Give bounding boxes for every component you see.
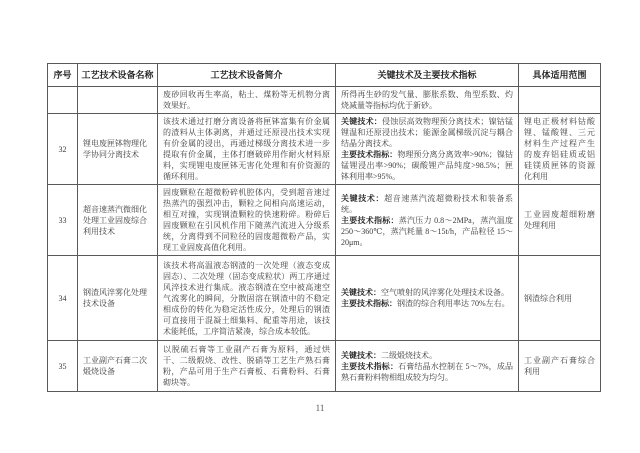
indicator-label: 主要技术指标： — [341, 150, 398, 159]
keytech-label: 关键技术： — [341, 288, 381, 297]
indicator-label: 主要技术指标： — [341, 299, 397, 308]
cell-scope: 工业副产石膏综合利用 — [519, 341, 601, 392]
cell-name — [78, 87, 158, 114]
cell-keytech — [336, 114, 519, 185]
keytech-text: 空气喷射的风淬雾化处理技术设备。 — [381, 288, 509, 297]
indicator-label: 主要技术指标： — [341, 215, 399, 225]
indicator-text: 石膏结晶水控制在 5～7%，成品熟石膏粉料物相组成较为均匀。 — [341, 361, 513, 382]
table-row — [48, 114, 601, 185]
header-intro: 工艺技术设备简介 — [158, 64, 336, 87]
keytech-text: 侵蚀层高效物理预分离技术；镍钴锰锂温和还原浸出技术；能源金属梯级沉淀与耦合结晶分离技术。 — [341, 117, 513, 148]
indicator-label: 主要技术指标： — [341, 361, 399, 371]
cell-keytech — [336, 256, 519, 341]
header-keytech: 关键技术及主要技术指标 — [336, 64, 519, 87]
cell-keytech — [336, 341, 519, 392]
keytech-label: 关键技术： — [341, 117, 382, 126]
cell-intro: 固废颗粒在超微粉碎机腔体内，受到超音速过热蒸汽的强烈冲击，颗粒之间相向高速运动，相互对撞，实现钢渣颗粒的快速粉碎。粉碎后固废颗粒在引风机作用下随蒸汽流进入分级系统，分离得到不同粒径的固废超微粉产品，实现工业固废高值化利用。 — [158, 185, 336, 256]
indicator-segment — [341, 298, 513, 309]
keytech-label: 关键技术： — [341, 193, 385, 203]
cell-seq: 33 — [48, 185, 78, 256]
cell-seq: 32 — [48, 114, 78, 185]
table-row — [48, 256, 601, 341]
cell-keytech — [336, 87, 519, 114]
page-number: 11 — [315, 403, 325, 413]
cell-keytech — [336, 185, 519, 256]
keytech-segment — [341, 89, 513, 111]
cell-intro: 该技术通过打磨分离设备将匣钵富集有价金属的渣料从主体剥离，并通过还原浸出技术实现有价金属的浸出，再通过梯级分离技术进一步提取有价金属，主体打磨破碎用作耐火材料原料，实现锂电废匣钵无害化处理和有价资源的循环利用。 — [158, 114, 336, 185]
table-header-row — [48, 64, 601, 87]
cell-seq — [48, 87, 78, 114]
cell-scope: 工业固废超细粉磨处理利用 — [519, 185, 601, 256]
cell-seq: 35 — [48, 341, 78, 392]
table-row — [48, 341, 601, 392]
indicator-text: 蒸汽压力 0.8～2MPa，蒸汽温度 250～360℃，蒸汽耗量 8～15t/h，产品粒径 15～20μm。 — [341, 215, 513, 247]
keytech-text: 二级煅烧技术。 — [381, 350, 437, 360]
cell-intro: 以脱硫石膏等工业副产石膏为原料，通过烘干、二级煅烧、改性、脱硝等工艺生产熟石膏粉，产品可用于生产石膏板、石膏粉料、石膏砌块等。 — [158, 341, 336, 392]
cell-name: 钢渣风淬雾化处理技术设备 — [78, 256, 158, 341]
cell-intro: 废砂回收再生率高，粘土、煤粉等无机物分离效果好。 — [158, 87, 336, 114]
cell-scope: 钢渣综合利用 — [519, 256, 601, 341]
cell-name: 超音速蒸汽微细化处理工业固废综合利用技术 — [78, 185, 158, 256]
indicator-segment — [341, 361, 513, 383]
keytech-segment — [341, 116, 513, 149]
indicator-segment — [341, 215, 513, 248]
header-seq: 序号 — [48, 64, 78, 87]
table-row — [48, 87, 601, 114]
keytech-segment — [341, 193, 513, 215]
indicator-text: 物理预分离分离效率>90%；镍钴锰锂浸出率>90%；碳酸锂产品纯度>98.5%；匣钵利用率>95%。 — [341, 150, 513, 181]
indicator-text: 钢渣的综合利用率达 70%左右。 — [397, 299, 510, 308]
keytech-label: 关键技术： — [341, 350, 381, 360]
cell-scope — [519, 87, 601, 114]
header-scope: 具体适用范围 — [519, 64, 601, 87]
cell-intro: 该技术将高温液态钢渣的一次处理（液态变成固态）、二次处理（固态变成粒状）两工序通过风淬技术进行集成。液态钢渣在空中被高速空气流雾化的瞬间，分散固溶在钢渣中的不稳定相成份的转化为稳定活性成分，处理后的钢渣可直接用于混凝土细集料、配重等用途，该技术能耗低，工序简洁紧凑，综合成本较低。 — [158, 256, 336, 341]
keytech-text: 所得再生砂的发气量、膨胀系数、角型系数、灼烧减量等指标均优于新砂。 — [341, 90, 513, 110]
cell-name: 工业副产石膏二次煅烧设备 — [78, 341, 158, 392]
cell-seq: 34 — [48, 256, 78, 341]
cell-scope: 锂电正极材料钴酸锂、锰酸锂、三元材料生产过程产生的废弃铝硅质或铝硅镁质匣钵的资源化利用 — [519, 114, 601, 185]
keytech-text: 超音速蒸汽流超微粉技术和装备系统。 — [341, 193, 514, 214]
cell-name: 锂电废匣钵物理化学协同分离技术 — [78, 114, 158, 185]
process-equipment-table — [47, 63, 601, 392]
indicator-segment — [341, 149, 513, 182]
keytech-segment — [341, 350, 513, 361]
table-row — [48, 185, 601, 256]
header-name: 工艺技术设备名称 — [78, 64, 158, 87]
keytech-segment — [341, 287, 513, 298]
